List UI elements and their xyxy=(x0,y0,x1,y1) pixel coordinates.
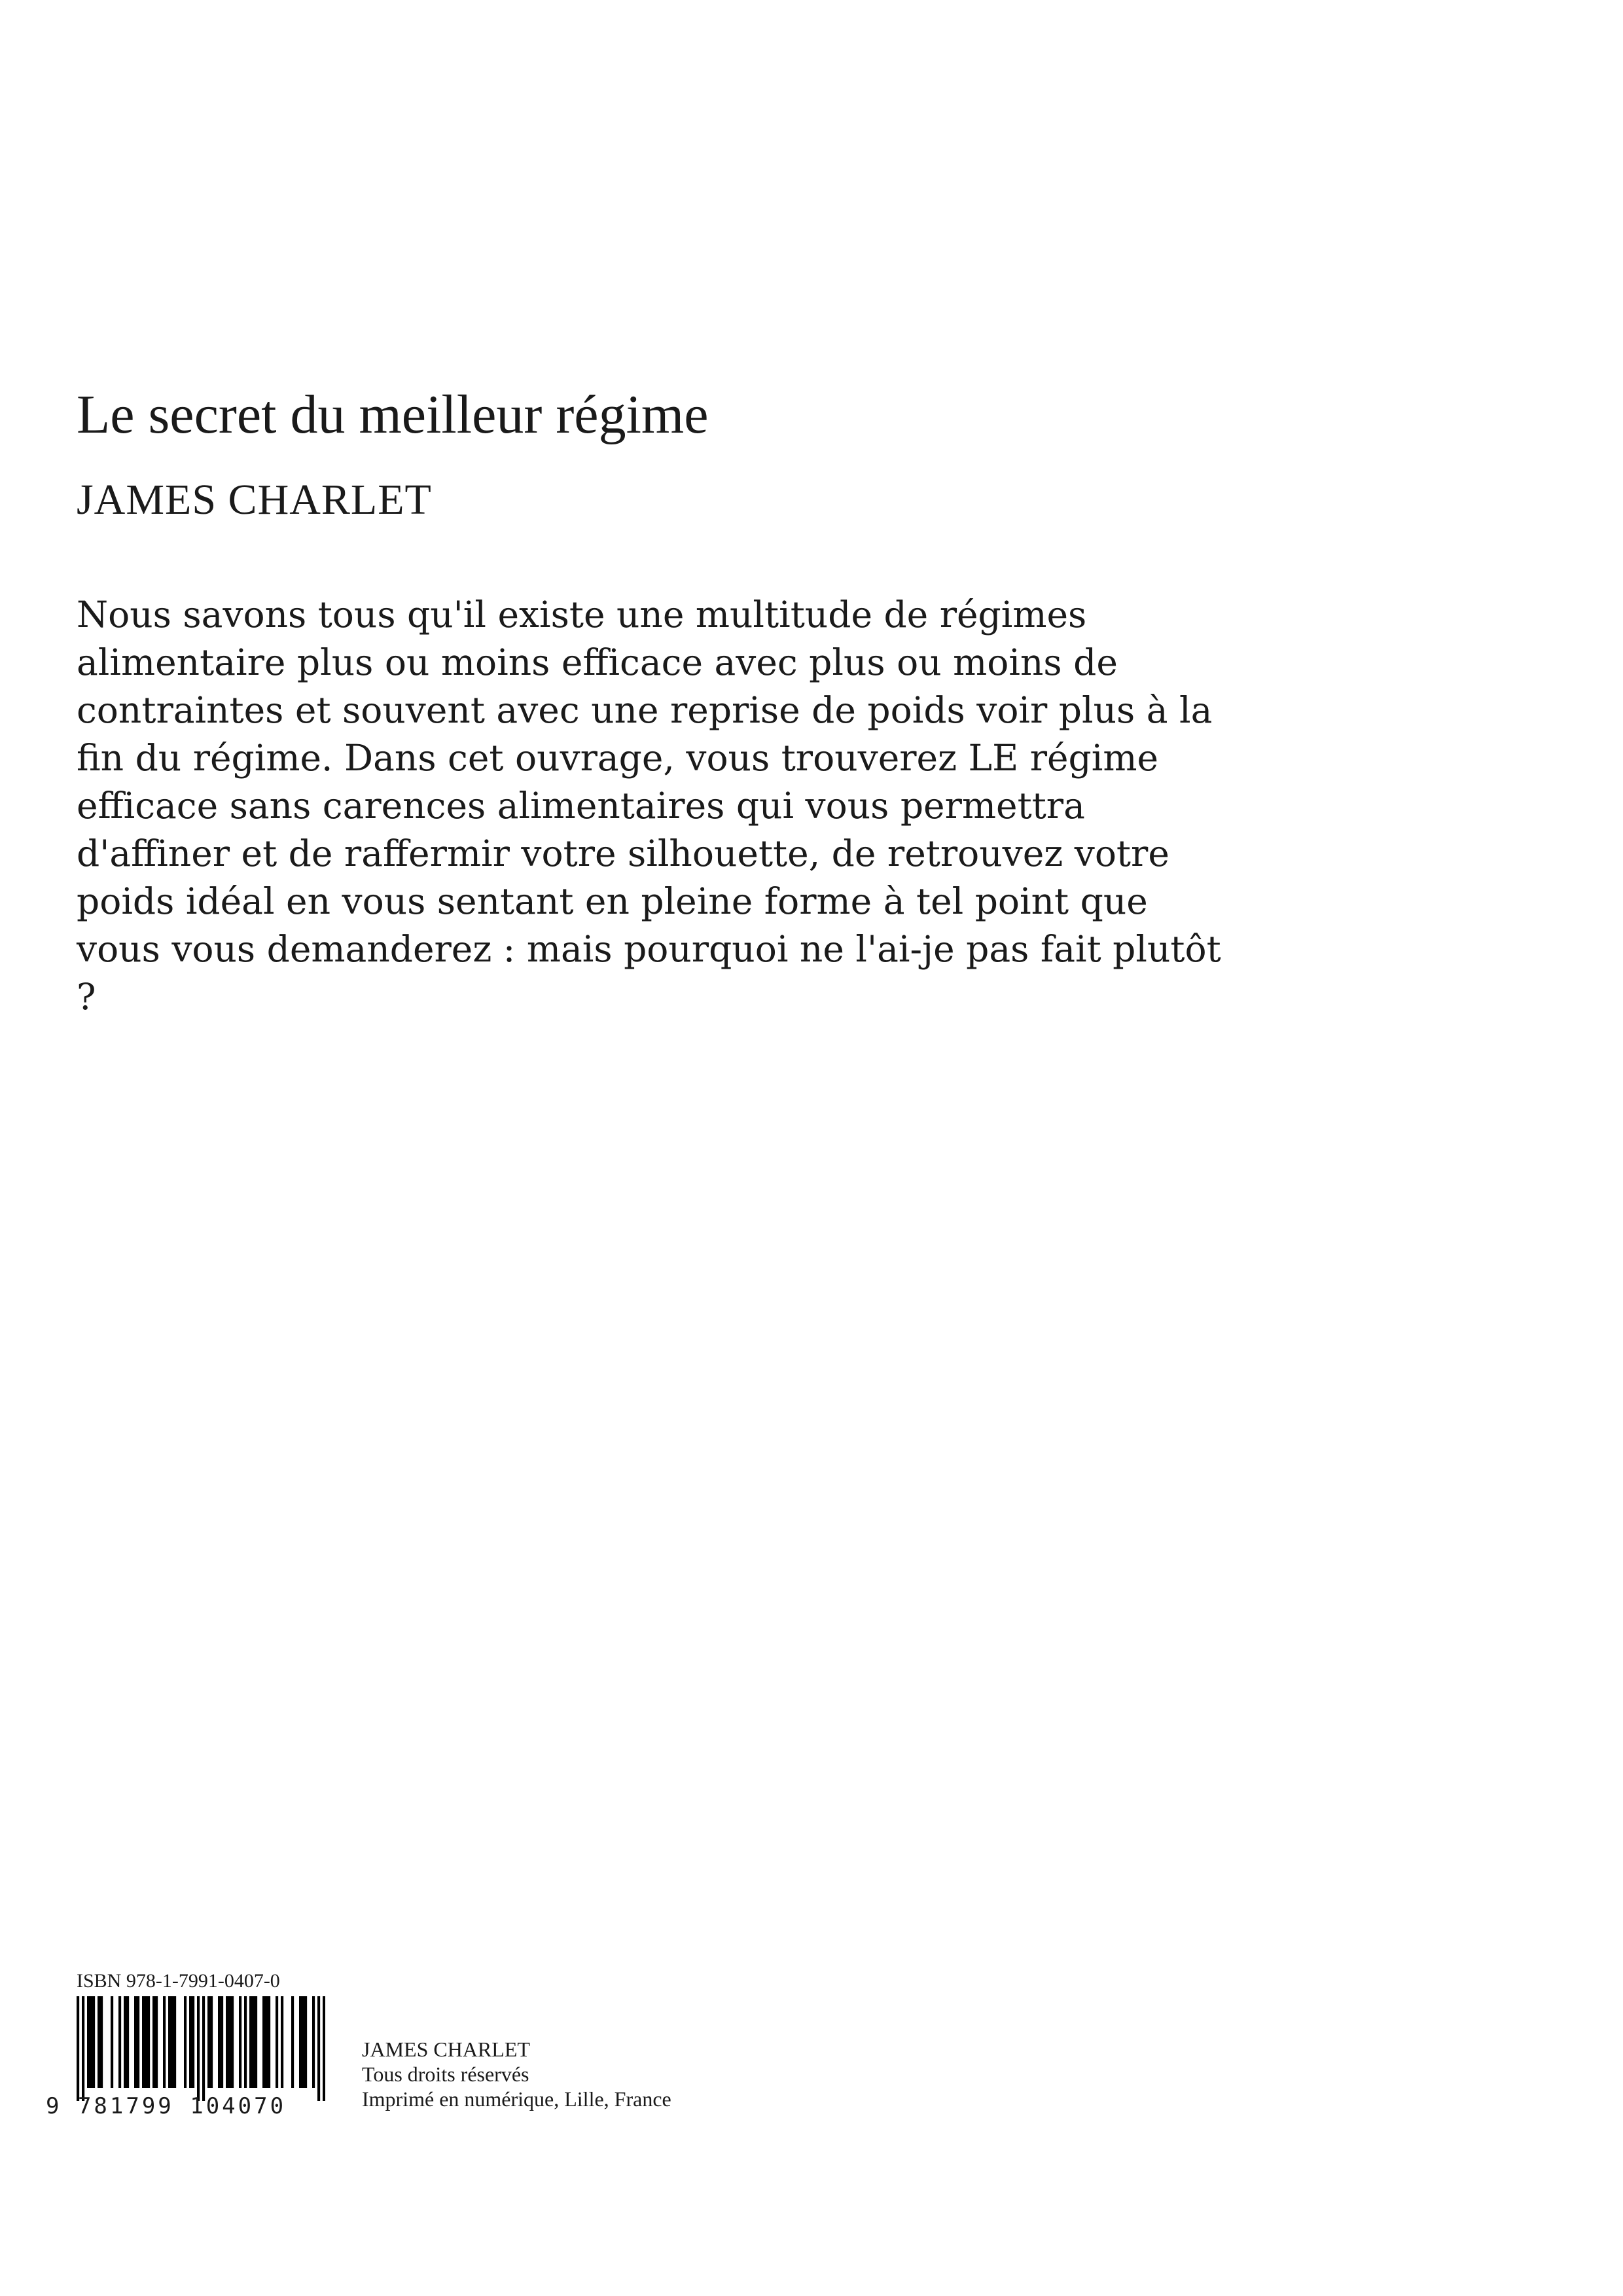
barcode-bar xyxy=(244,1996,247,2088)
barcode-bar xyxy=(134,1996,137,2088)
imprint-rights: Tous droits réservés xyxy=(362,2062,529,2086)
barcode-bar xyxy=(155,1996,158,2088)
barcode-bar xyxy=(221,1996,223,2088)
book-author: JAMES CHARLET xyxy=(77,476,432,524)
barcode-bar xyxy=(192,1996,194,2088)
barcode-bar xyxy=(302,1996,304,2088)
isbn-barcode xyxy=(77,1996,325,2101)
barcode-bar xyxy=(142,1996,145,2088)
barcode-bar xyxy=(228,1996,231,2088)
barcode-bar xyxy=(171,1996,173,2088)
barcode-bar xyxy=(304,1996,307,2088)
barcode-bar xyxy=(312,1996,315,2088)
barcode-bar xyxy=(323,1996,325,2101)
barcode-bar xyxy=(82,1996,84,2101)
barcode-bar xyxy=(202,1996,205,2101)
imprint-block xyxy=(362,2037,671,2111)
barcode-bar xyxy=(126,1996,129,2088)
barcode-bar xyxy=(92,1996,95,2088)
back-cover-blurb: Nous savons tous qu'il existe une multitude de régimes alimentaire plus ou moins efficace avec plus ou moins de contraintes et souvent avec une reprise de poids voir plus à la fin du régime. Dans cet ouvrage, vous trouverez LE régime efficace sans carences alimentaires qui vous permettra d'affiner et de raffermir votre silhouette, de retrouvez votre poids idéal en vous sentant en pleine forme à tel point que vous vous demanderez : mais pourquoi ne l'ai-je pas fait plutôt ? xyxy=(77,594,1221,1018)
barcode-bar xyxy=(124,1996,126,2088)
barcode-bar xyxy=(163,1996,166,2088)
barcode-bar xyxy=(226,1996,228,2088)
barcode-bar xyxy=(218,1996,221,2088)
barcode-bar xyxy=(173,1996,176,2088)
barcode-bar xyxy=(100,1996,103,2088)
barcode-bar xyxy=(87,1996,90,2088)
imprint-printer: Imprimé en numérique, Lille, France xyxy=(362,2087,671,2111)
barcode-bar xyxy=(137,1996,139,2088)
barcode-bar xyxy=(152,1996,155,2088)
barcode-bar xyxy=(262,1996,265,2088)
barcode-bar xyxy=(98,1996,100,2088)
barcode-bar xyxy=(111,1996,113,2088)
book-title: Le secret du meilleur régime xyxy=(77,384,709,445)
barcode-bar xyxy=(239,1996,241,2088)
barcode-bar xyxy=(317,1996,320,2101)
barcode-bar xyxy=(299,1996,302,2088)
imprint-author: JAMES CHARLET xyxy=(362,2037,530,2061)
barcode-bar xyxy=(268,1996,270,2088)
barcode-bar xyxy=(207,1996,210,2088)
barcode-bar xyxy=(249,1996,252,2088)
barcode-bar xyxy=(276,1996,278,2088)
barcode-bar xyxy=(281,1996,283,2088)
barcode-bar xyxy=(197,1996,200,2101)
barcode-bar xyxy=(90,1996,92,2088)
barcode-bar xyxy=(189,1996,192,2088)
barcode-bar xyxy=(255,1996,257,2088)
barcode-bar xyxy=(252,1996,255,2088)
barcode-bar xyxy=(291,1996,294,2088)
barcode-bar xyxy=(265,1996,268,2088)
barcode-bar xyxy=(210,1996,213,2088)
barcode-bar xyxy=(118,1996,121,2088)
barcode-bar xyxy=(147,1996,150,2088)
barcode-digits: 9 781799 104070 xyxy=(46,2093,287,2119)
barcode-bar xyxy=(145,1996,147,2088)
barcode-bar xyxy=(184,1996,187,2088)
barcode-bar xyxy=(77,1996,79,2101)
isbn-label: ISBN 978-1-7991-0407-0 xyxy=(77,1970,280,1992)
barcode-bar xyxy=(168,1996,171,2088)
barcode-bar xyxy=(231,1996,234,2088)
